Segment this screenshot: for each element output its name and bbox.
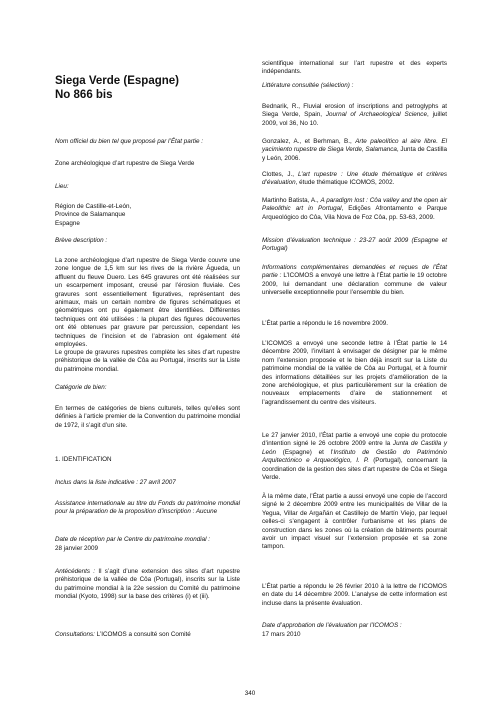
reference-details: , Edições Afrontamento e Parque Arqueológico do Côa, Vila Nova de Foz Côa, pp. 53-63, 2009. <box>262 205 447 221</box>
reference-item <box>262 171 447 188</box>
mission-paragraph <box>262 237 447 254</box>
reference-author: Bednarik, R., Fluvial erosion of inscriptions and petroglyphs at Siega Verde, Spain, <box>262 103 447 119</box>
consultations-continued: scientifique international sur l’art rupestre et des experts indépendants. <box>262 60 447 76</box>
protocole-paragraph <box>262 432 447 482</box>
info-paragraph <box>262 264 447 298</box>
reference-item <box>262 197 447 222</box>
lieu-label: Lieu: <box>55 183 69 190</box>
reference-item <box>262 138 447 163</box>
assistance-text: Assistance internationale au titre du Fonds du patrimoine mondial pour la préparation de la proposition d’inscription : Aucune <box>55 500 240 516</box>
protocole-text: (Portugal), concernant la coordination de la gestion des sites d’art rupestre de Côa et Siega Verde. <box>262 457 448 482</box>
page-number: 340 <box>244 690 256 697</box>
date-value: 28 janvier 2009 <box>55 545 99 552</box>
antecedents-paragraph <box>55 568 240 602</box>
info-label: Informations complémentaires demandées et reçues de l’État partie : <box>262 264 447 280</box>
breve-text-2: Le groupe de gravures rupestres complète les sites d’art rupestre préhistorique de la vallée de Côa au Portugal, inscrits sur la Liste du patrimoine mondial. <box>55 349 240 373</box>
date-approbation-label: Date d’approbation de l’évaluation par l’ICOMOS : <box>262 622 402 629</box>
protocole-text: Le 27 janvier 2010, l’État partie a envoyé une copie du protocole d’intention signé le 26 octobre 2009 entre la <box>262 432 447 448</box>
date-approbation-value: 17 mars 2010 <box>262 631 301 638</box>
consultations-label: Consultations: <box>55 631 95 638</box>
antecedents-label: Antécédents : <box>55 568 96 575</box>
section-heading: 1. IDENTIFICATION <box>55 456 112 463</box>
official-name-label: Nom officiel du bien tel que proposé par l’État partie : <box>55 138 204 145</box>
date-label: Date de réception par le Centre du patrimoine mondial : <box>55 536 211 543</box>
reference-author: Martinho Batista, A., <box>262 197 321 204</box>
reference-details: , Junta de Castilla y León, 2006. <box>262 146 447 162</box>
document-title <box>55 74 179 102</box>
protocole-institution: Junta de Castilla y León <box>262 440 447 456</box>
title-line-1: Siega Verde (Espagne) <box>55 75 179 87</box>
reference-author: Clottes, J., <box>262 171 298 178</box>
reference-title: L’art rupestre : Une étude thématique et critères d’évaluation <box>262 171 448 187</box>
consultations-paragraph <box>55 631 240 639</box>
mission-label: Mission d’évaluation technique : <box>262 237 356 244</box>
breve-text: La zone archéologique d’art rupestre de Siega Verde couvre une zone longue de 1,5 km sur les rives de la rivière Águeda, un affluent du fleuve Duero. Les 645 gravures ont été réalisées sur un escarpement imposant, creusé par l’érosion fluviale. Ces gravures sont essentiellement figuratives, représentant des animaux, mais un certain nombre de figures schématiques et géométriques ont pu également être identifiées. Différentes techniques ont été utilisées : la plupart des figures découvertes ont été obtenues par gravure par percussion, cependant les techniques de l’incision et de l’abrasion ont également été employées. <box>55 257 240 349</box>
fevrier-paragraph: L’État partie a répondu le 26 février 2010 à la lettre de l’ICOMOS en date du 14 décembre 2009. L’analyse de cette information est incluse dans la présente évaluation. <box>262 583 447 607</box>
litterature-label: Littérature consultée (sélection) : <box>262 82 354 89</box>
mission-value: 23-27 août 2009 (Espagne et Portugal) <box>262 237 448 253</box>
lieu-line: Région de Castille-et-León, <box>55 203 132 210</box>
reference-item <box>262 103 447 128</box>
accord-paragraph: À la même date, l’État partie a aussi envoyé une copie de l’accord signé le 2 décembre 2009 entre les municipalités de Villar de la Yegua, Villar de Argañán et Castillejo de Martín Viejo, par lequel celles-ci s’engagent à contrôler l’urbanisme et les plans de construction dans les zones où la création de bâtiments pourrait avoir un impact visuel sur l’extension proposée et sa zone tampon. <box>262 493 447 551</box>
title-line-2: No 866 bis <box>55 89 113 101</box>
reference-title: Arte paleolítico al aire libre. El yacimiento rupestre de Siega Verde, Salamanca <box>262 138 447 154</box>
lieu-line: Province de Salamanque <box>55 211 126 219</box>
reference-author: Gonzalez, A., et Berhman, B., <box>262 138 356 145</box>
reference-details: , juillet 2009, vol 36, No 10. <box>262 111 447 127</box>
reference-details: , étude thématique ICOMOS, 2002. <box>295 179 395 187</box>
lieu-block <box>55 203 240 228</box>
categorie-text: En termes de catégories de biens culturels, telles qu’elles sont définies à l’article premier de la Convention du patrimoine mondial de 1972, il s’agit d’un site. <box>55 405 240 429</box>
reference-title: Journal of Archaeological Science <box>325 111 427 119</box>
protocole-institution: Instituto de Gestão do Património Arquitectónico e Arqueológico, I. P. <box>262 448 447 465</box>
info-text: L’ICOMOS a envoyé une lettre à l’État partie le 19 octobre 2009, lui demandant une déclaration commune de valeur universelle exceptionnelle pour l’ensemble du bien. <box>262 272 448 297</box>
categorie-label: Catégorie de bien: <box>55 384 107 391</box>
breve-label: Brève description : <box>55 237 108 244</box>
official-name-value: Zone archéologique d’art rupestre de Siega Verde <box>55 160 195 167</box>
inclus-label: Inclus dans la liste indicative : 27 avril 2007 <box>55 479 176 486</box>
protocole-text: (Espagne) et l’ <box>276 448 334 456</box>
lieu-line: Espagne <box>55 219 80 227</box>
seconde-lettre-paragraph: L’ICOMOS a envoyé une seconde lettre à l’État partie le 14 décembre 2009, l’invitant à envisager de désigner par le même nom l’extension proposée et le bien déjà inscrit sur la Liste du patrimoine mondial de la vallée de Côa au Portugal, et à fournir des informations détaillées sur les projets d’amélioration de la zone archéologique, et plus particulièrement sur la création de nouveaux emplacements d’aire de stationnement et l’agrandissement du centre des visiteurs. <box>262 340 447 406</box>
consultations-text: L’ICOMOS a consulté son Comité <box>96 631 191 638</box>
repondu-paragraph: L’État partie a répondu le 16 novembre 2009. <box>262 320 389 327</box>
reference-title: A paradigm lost : Côa valley and the open air Paleolithic art in Portugal <box>262 197 447 213</box>
antecedents-text: Il s’agit d’une extension des sites d’art rupestre préhistorique de la vallée de Côa (Portugal), inscrits sur la Liste du patrimoine mondial à la 22e session du Comité du patrimoine mondial (Kyoto, 1998) sur la base des critères (i) et (iii). <box>55 568 240 601</box>
